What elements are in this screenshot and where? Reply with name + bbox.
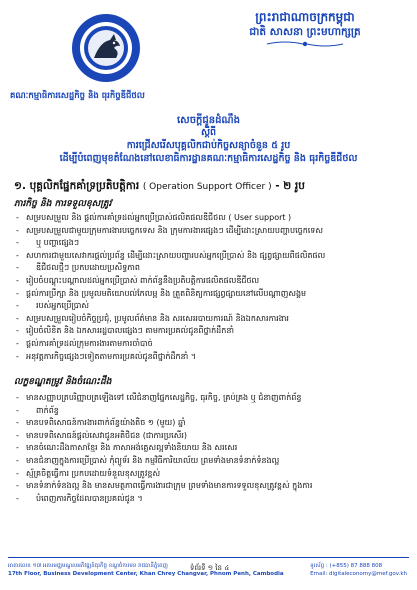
list-item: - មានបទពិសោធន៍ផ្តល់សេវាជូនអតិថិជន (ជាការប្រសើរ) <box>14 430 405 443</box>
list-item: - ផ្តល់ការប្រឹក្សា និង ប្រមូលមតិយោបល់កែលម្អ និង ត្រួតពិនិត្យការផ្សព្វផ្សាយនៅលើបណ្តាញសង្គម <box>14 288 405 301</box>
kingdom-heading <box>220 10 390 48</box>
announcement-title-block <box>10 114 407 165</box>
footer-contact <box>310 562 407 578</box>
list-item: - បំពេញភារកិច្ចដែលបានប្រគល់ជូន ។ <box>14 493 405 506</box>
announcement-line-2: ដើម្បីបំពេញមុខតំណែងនៅលេខាធិការដ្ឋានគណៈកម្មាធិការសេដ្ឋកិច្ច និង ធុរកិច្ចឌីជីថល <box>59 153 358 164</box>
list-item: - មានបទពិសោធន៍ការងារពាក់ព័ន្ធយ៉ាងតិច ១ (មួយ) ឆ្នាំ <box>14 417 405 430</box>
list-item: - មានសញ្ញាបត្របរិញ្ញាបត្រឡើងទៅ លើជំនាញផ្នែកសេដ្ឋកិច្ច, ធុរកិច្ច, គ្រប់គ្រង ឬ ជំនាញពាក់ព័ន្ធ <box>14 392 405 405</box>
duties-heading: ភារកិច្ច និង ការទទួលខុសត្រូវ <box>14 199 112 209</box>
page-number: ទំព័រទី ១ នៃ ៤ <box>190 564 230 572</box>
list-item: - របស់អ្នកប្រើប្រាស់ <box>14 300 405 313</box>
kingdom-title: ព្រះរាជាណាចក្រកម្ពុជា <box>255 10 355 24</box>
list-item: - ឬ បញ្ហាផ្សេងៗ <box>14 237 405 250</box>
national-motto: ជាតិ សាសនា ព្រះមហាក្សត្រ <box>249 26 361 38</box>
organization-name: គណៈកម្មាធិការសេដ្ឋកិច្ច និង ធុរកិច្ចឌីជីថល <box>10 91 145 101</box>
requirements-list <box>14 392 405 505</box>
address-english: 17th Floor, Business Development Center, Khan Chrey Changvar, Phnom Penh, Cambodia <box>8 571 284 577</box>
list-item: - មានជំនាញក្នុងការប្រើប្រាស់ កុំព្យូទ័រ និង កម្មវិធីការិយាល័យ ព្រមទាំងមានទំនាក់ទំនងល្អ <box>14 455 405 468</box>
list-item: - សម្របសម្រួលរៀបចំកិច្ចប្រជុំ, ប្រមូលព័ត៌មាន និង សរសេររបាយការណ៍ និងឯកសារការងារ <box>14 313 405 326</box>
announcement-line-1: ការជ្រើសរើសបុគ្គលិកជាប់កិច្ចសន្យាចំនួន ៥ រូប <box>126 140 291 151</box>
email-address: Email: digitaleconomy@mef.gov.kh <box>310 571 407 577</box>
announcement-title: សេចក្តីជូនដំណឹង <box>177 115 240 126</box>
footer-divider <box>8 557 409 558</box>
list-item: - រៀបចំបណ្តុះបណ្តាលដល់អ្នកប្រើប្រាស់ ពាក់ព័ន្ធនឹងប្រតិបត្តិការផលិតផលឌីជីថល <box>14 275 405 288</box>
section-1-count: - ២ រូប <box>275 180 305 192</box>
list-item: - សម្របសម្រួល និង ផ្តល់ការគាំទ្រដល់អ្នកប្រើប្រាស់ផលិតផលឌីជីថល ( User support ) <box>14 212 405 225</box>
ministry-emblem-logo <box>70 12 142 84</box>
section-1-heading <box>14 180 407 195</box>
list-item: - ពាក់ព័ន្ធ <box>14 405 405 418</box>
divider-ornament <box>265 40 345 48</box>
list-item: - ផ្តល់ការគាំទ្រដល់ក្រុមការងារតាមការចាំបាច់ <box>14 338 405 351</box>
phone-number: ទូរស័ព្ទ : (+855) 87 888 808 <box>310 563 383 569</box>
list-item: - អនុវត្តភារកិច្ចផ្សេងៗទៀតតាមការប្រគល់ជូនពីថ្នាក់ដឹកនាំ ។ <box>14 351 405 364</box>
footer-address <box>8 562 284 578</box>
requirements-heading: លក្ខខណ្ឌតម្រូវ និងចំណេះដឹង <box>14 377 112 387</box>
section-1-title: ១. បុគ្គលិកផ្នែកគាំទ្រប្រតិបត្តិការ <box>14 180 140 192</box>
list-item: - មានទំនាក់ទំនងល្អ និង មានសមត្ថភាពធ្វើការងារជាក្រុម ព្រមទាំងមានការទទួលខុសត្រូវខ្ពស់ ក្នុងការ <box>14 480 405 493</box>
list-item: - សហការជាមួយសេវាករផ្តល់ប្រព័ន្ធ ដើម្បីដោះស្រាយបញ្ហារបស់អ្នកប្រើប្រាស់ និង ផ្សព្វផ្សាយពីផលិតផល <box>14 250 405 263</box>
address-khmer: អាគារលេខ ១៧ អគារមជ្ឈមណ្ឌលអភិវឌ្ឍន៍ធុរកិច្ច ខណ្ឌចំការមន រាជធានីភ្នំពេញ <box>8 563 168 569</box>
list-item: - សម្របសម្រួលជាមួយក្រុមការងារបច្ចេកទេស និង ក្រុមការងារផ្សេងៗ ដើម្បីដោះស្រាយបញ្ហាបច្ចេកទេស <box>14 225 405 238</box>
announcement-subject: ស្តីពី <box>200 127 217 138</box>
section-1-title-en: ( Operation Support Officer ) <box>142 182 272 192</box>
list-item: - ឌីជីថលថ្មីៗ ប្រកបដោយប្រសិទ្ធភាព <box>14 262 405 275</box>
list-item: - ស្ម័គ្រចិត្តធ្វើការ ប្រកបដោយទំនួលខុសត្រូវខ្ពស់ <box>14 468 405 481</box>
list-item: - មានចំណេះដឹងភាសាខ្មែរ និង ភាសាអង់គ្លេសល្អទាំងនិយាយ និង សរសេរ <box>14 442 405 455</box>
duties-list <box>14 212 405 363</box>
list-item: - រៀបចំលិខិត និង ឯកសាររដ្ឋបាលផ្សេងៗ តាមការប្រគល់ជូនពីថ្នាក់ដឹកនាំ <box>14 325 405 338</box>
